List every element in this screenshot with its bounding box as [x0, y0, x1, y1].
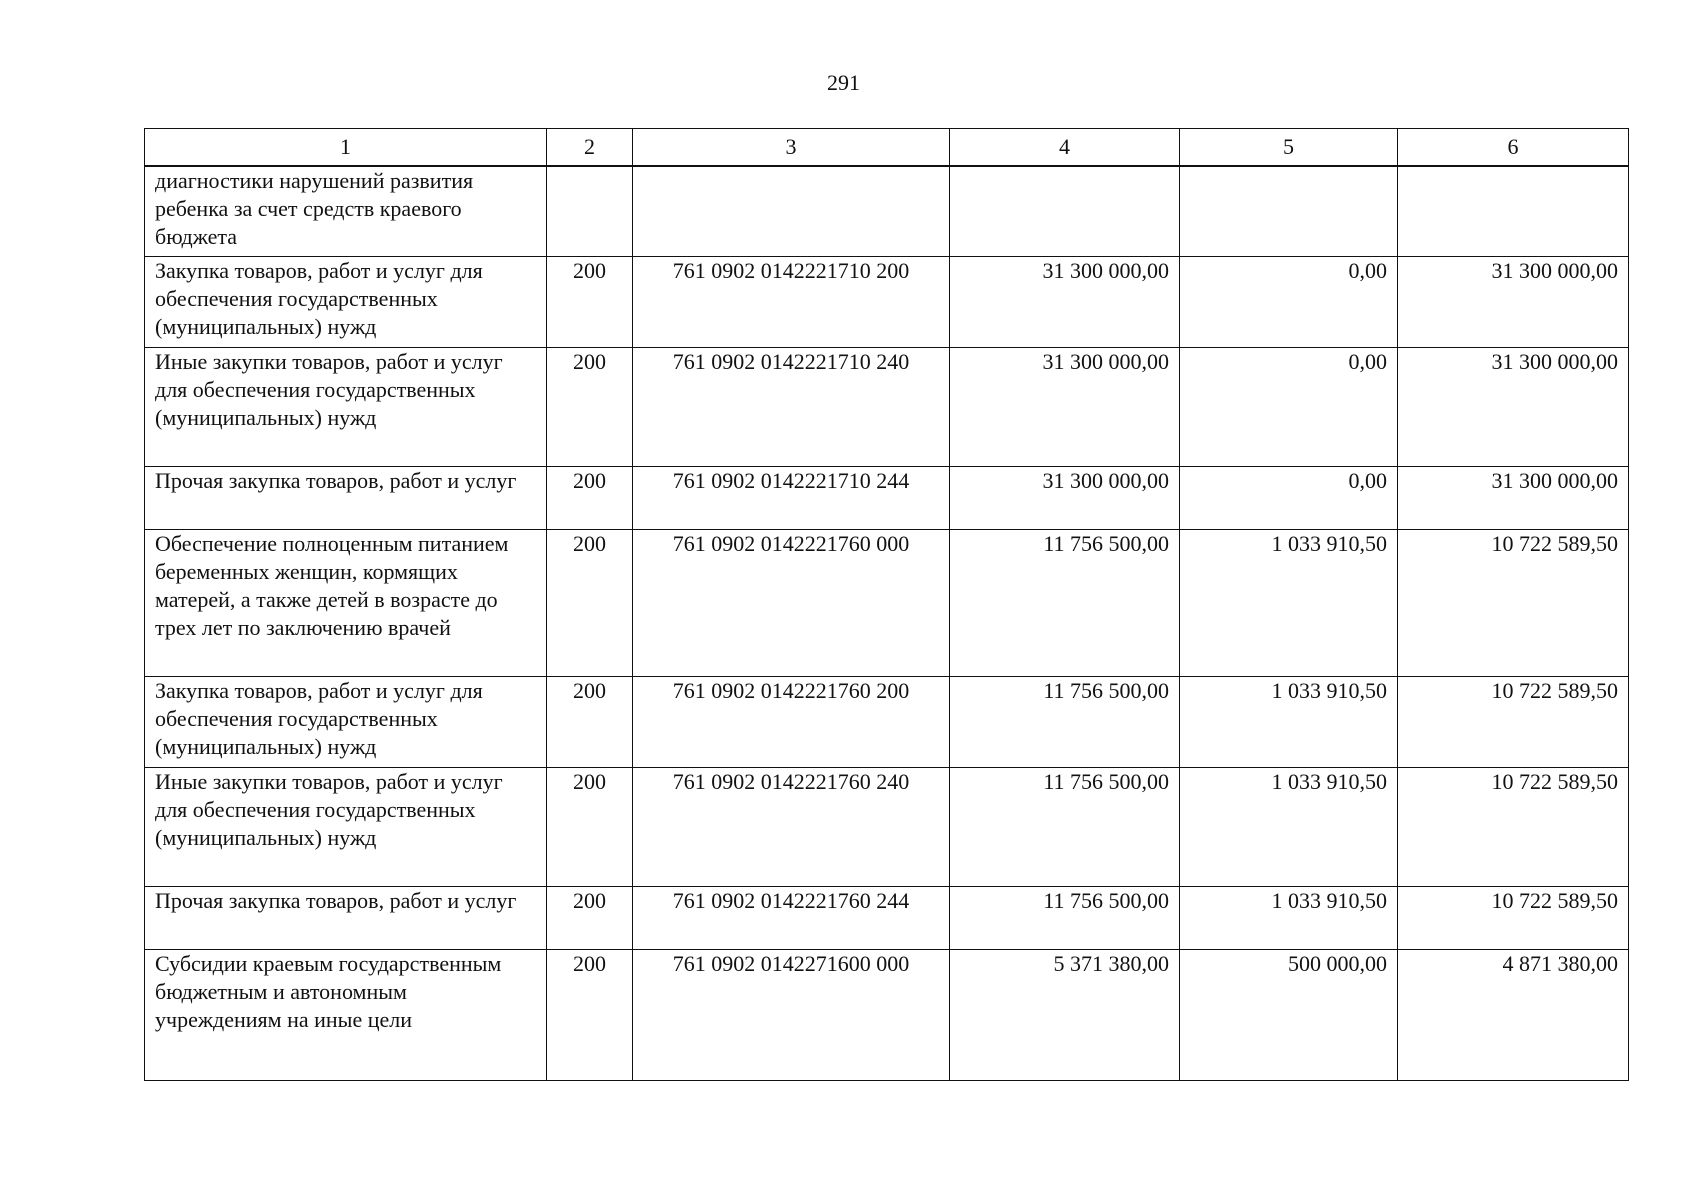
- column-header-6: 6: [1398, 129, 1629, 167]
- row-value-5: 1 033 910,50: [1180, 886, 1398, 949]
- column-header-3: 3: [633, 129, 950, 167]
- row-value-5: 1 033 910,50: [1180, 676, 1398, 767]
- table-row: [145, 676, 1629, 767]
- table-row: [145, 256, 1629, 347]
- row-classification-code: 761 0902 0142271600 000: [633, 949, 950, 1080]
- row-value-5: 0,00: [1180, 347, 1398, 466]
- row-value-4: 11 756 500,00: [950, 676, 1180, 767]
- row-classification-code: 761 0902 0142221710 244: [633, 466, 950, 529]
- row-value-6: 10 722 589,50: [1398, 529, 1629, 676]
- row-name: Обеспечение полноценным питанием беременных женщин, кормящих матерей, а также детей в возрасте до трех лет по заключению врачей: [145, 529, 547, 676]
- row-code: 200: [547, 676, 633, 767]
- row-classification-code: 761 0902 0142221760 240: [633, 767, 950, 886]
- column-header-4: 4: [950, 129, 1180, 167]
- row-value-5: [1180, 166, 1398, 256]
- table-row: [145, 466, 1629, 529]
- row-value-5: 1 033 910,50: [1180, 767, 1398, 886]
- row-name: диагностики нарушений развития ребенка за счет средств краевого бюджета: [145, 166, 547, 256]
- row-code: 200: [547, 466, 633, 529]
- table-row: [145, 886, 1629, 949]
- row-value-4: 5 371 380,00: [950, 949, 1180, 1080]
- row-value-6: 31 300 000,00: [1398, 466, 1629, 529]
- row-value-6: 31 300 000,00: [1398, 256, 1629, 347]
- row-value-5: 500 000,00: [1180, 949, 1398, 1080]
- row-code: 200: [547, 767, 633, 886]
- budget-table: [144, 128, 1629, 1081]
- row-value-5: 0,00: [1180, 256, 1398, 347]
- row-name: Прочая закупка товаров, работ и услуг: [145, 466, 547, 529]
- row-value-4: 31 300 000,00: [950, 256, 1180, 347]
- row-value-4: 11 756 500,00: [950, 529, 1180, 676]
- row-code: [547, 166, 633, 256]
- row-value-6: 10 722 589,50: [1398, 767, 1629, 886]
- row-value-6: 4 871 380,00: [1398, 949, 1629, 1080]
- row-classification-code: 761 0902 0142221710 240: [633, 347, 950, 466]
- table-row: [145, 767, 1629, 886]
- page-number: 291: [827, 70, 860, 95]
- row-classification-code: 761 0902 0142221760 200: [633, 676, 950, 767]
- row-value-6: 31 300 000,00: [1398, 347, 1629, 466]
- row-value-4: 11 756 500,00: [950, 886, 1180, 949]
- row-value-6: [1398, 166, 1629, 256]
- row-value-5: 0,00: [1180, 466, 1398, 529]
- row-value-4: 11 756 500,00: [950, 767, 1180, 886]
- table-row: [145, 529, 1629, 676]
- row-value-6: 10 722 589,50: [1398, 676, 1629, 767]
- table-row: [145, 949, 1629, 1080]
- row-code: 200: [547, 886, 633, 949]
- row-value-6: 10 722 589,50: [1398, 886, 1629, 949]
- row-name: Иные закупки товаров, работ и услуг для обеспечения государственных (муниципальных) нужд: [145, 347, 547, 466]
- row-classification-code: [633, 166, 950, 256]
- row-name: Закупка товаров, работ и услуг для обеспечения государственных (муниципальных) нужд: [145, 256, 547, 347]
- row-value-4: 31 300 000,00: [950, 466, 1180, 529]
- row-code: 200: [547, 347, 633, 466]
- row-classification-code: 761 0902 0142221760 000: [633, 529, 950, 676]
- row-value-4: [950, 166, 1180, 256]
- row-code: 200: [547, 256, 633, 347]
- column-header-2: 2: [547, 129, 633, 167]
- row-value-4: 31 300 000,00: [950, 347, 1180, 466]
- table-row: [145, 166, 1629, 256]
- row-code: 200: [547, 949, 633, 1080]
- row-code: 200: [547, 529, 633, 676]
- row-classification-code: 761 0902 0142221760 244: [633, 886, 950, 949]
- row-name: Прочая закупка товаров, работ и услуг: [145, 886, 547, 949]
- row-name: Закупка товаров, работ и услуг для обеспечения государственных (муниципальных) нужд: [145, 676, 547, 767]
- column-header-5: 5: [1180, 129, 1398, 167]
- row-value-5: 1 033 910,50: [1180, 529, 1398, 676]
- row-name: Иные закупки товаров, работ и услуг для обеспечения государственных (муниципальных) нужд: [145, 767, 547, 886]
- row-name: Субсидии краевым государственным бюджетным и автономным учреждениям на иные цели: [145, 949, 547, 1080]
- table-row: [145, 347, 1629, 466]
- column-header-1: 1: [145, 129, 547, 167]
- table-header-row: [145, 129, 1629, 167]
- row-classification-code: 761 0902 0142221710 200: [633, 256, 950, 347]
